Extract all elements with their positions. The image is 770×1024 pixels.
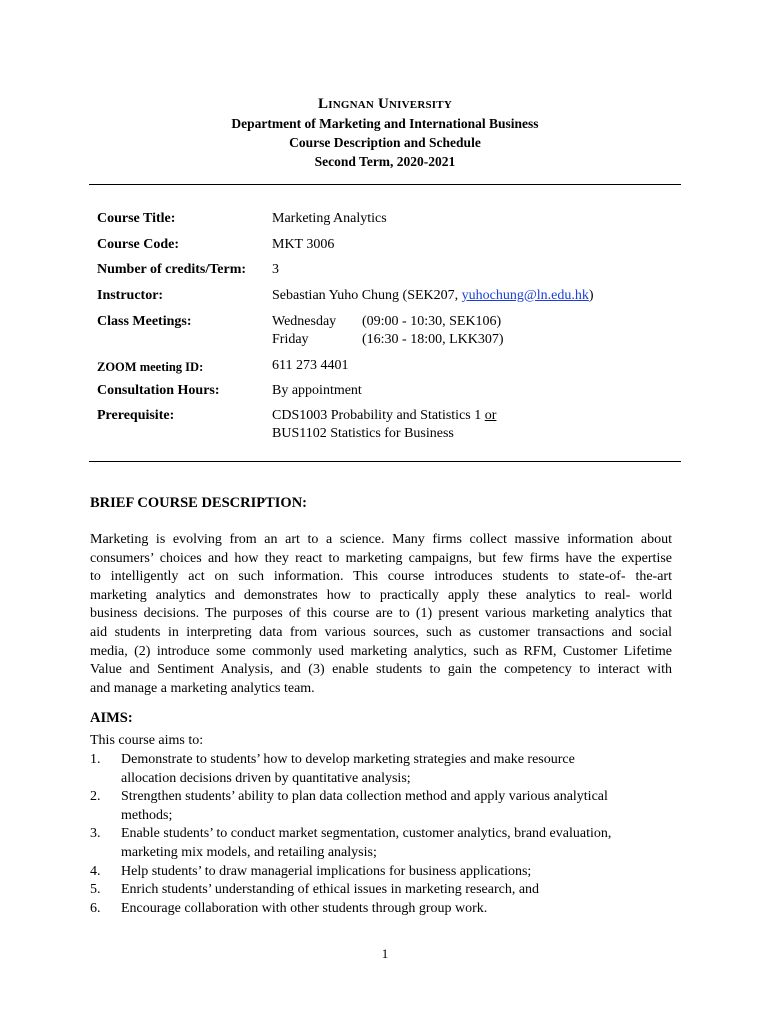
aim-number: 1. xyxy=(90,752,101,767)
aim-text: Enrich students’ understanding of ethical issues in marketing research, and xyxy=(121,882,540,898)
meeting-1 xyxy=(272,313,504,331)
aim-text: Strengthen students’ ability to plan data collection method and apply various analytical xyxy=(121,789,608,805)
department-name: Department of Marketing and International Business xyxy=(231,116,539,131)
aim-text: Encourage collaboration with other students through group work. xyxy=(121,900,488,916)
class-meetings-label: Class Meetings: xyxy=(97,314,192,329)
aim-number: 6. xyxy=(90,900,101,916)
aim-text: Demonstrate to students’ how to develop marketing strategies and make resource xyxy=(121,752,575,767)
description-line: business decisions. The purposes of this course are to (1) present various marketing analytics that xyxy=(90,606,672,622)
meeting-1-day: Wednesday xyxy=(272,314,337,329)
meeting-2-day: Friday xyxy=(272,332,309,347)
aim-text: methods; xyxy=(121,807,173,823)
aim-number: 2. xyxy=(90,789,101,805)
description-line: to intelligently act on such information. This course introduces students to state-of- the-art xyxy=(90,569,672,585)
aim-item xyxy=(90,825,670,862)
prerequisite-or: or xyxy=(484,408,497,423)
aim-text: Enable students’ to conduct market segmentation, customer analytics, brand evaluation, xyxy=(121,826,612,842)
course-title-label: Course Title: xyxy=(97,211,176,226)
prerequisite-label: Prerequisite: xyxy=(97,408,175,423)
top-divider xyxy=(89,184,681,185)
document-type: Course Description and Schedule xyxy=(289,135,481,150)
credits-value: 3 xyxy=(272,262,279,277)
description-line: marketing analytics and demonstrates how to practically apply these analytics to real- world xyxy=(90,587,672,603)
meeting-1-time: (09:00 - 10:30, SEK106) xyxy=(362,314,502,329)
meeting-2 xyxy=(272,331,504,349)
zoom-value: 611 273 4401 xyxy=(272,358,349,373)
prerequisite-line-1 xyxy=(272,407,496,425)
university-name: Lingnan University xyxy=(318,96,452,112)
description-line: media, (2) introduce some commonly used marketing analytics, such as RFM, Customer Lifetime xyxy=(90,643,672,659)
description-line: Marketing is evolving from an art to a science. Many firms collect massive information about xyxy=(90,532,672,547)
aim-item xyxy=(90,863,670,882)
description-paragraph xyxy=(90,531,672,698)
document-header xyxy=(0,95,770,171)
description-line: consumers’ choices and how they react to marketing campaigns, but few firms have the expertise xyxy=(90,550,672,566)
aim-number: 3. xyxy=(90,826,101,842)
prerequisite-value xyxy=(272,407,496,443)
aim-item xyxy=(90,788,670,825)
aim-item xyxy=(90,751,670,788)
aim-text: marketing mix models, and retailing analysis; xyxy=(121,844,377,860)
consultation-value: By appointment xyxy=(272,383,362,398)
class-meetings-value xyxy=(272,313,504,349)
aim-item xyxy=(90,900,670,919)
instructor-name: Sebastian Yuho Chung (SEK207, xyxy=(272,288,462,303)
term: Second Term, 2020-2021 xyxy=(314,154,456,169)
description-line: Value and Sentiment Analysis, and (3) enable students to gain the competency to interact with xyxy=(90,662,672,678)
meeting-2-time: (16:30 - 18:00, LKK307) xyxy=(362,332,504,347)
prerequisite-line-2: BUS1102 Statistics for Business xyxy=(272,426,454,441)
page-number: 1 xyxy=(381,946,389,961)
course-code-label: Course Code: xyxy=(97,237,180,252)
instructor-email-link[interactable]: yuhochung@ln.edu.hk xyxy=(461,288,589,303)
bottom-divider xyxy=(89,461,681,462)
aim-item xyxy=(90,881,670,900)
aims-list xyxy=(90,751,670,918)
course-title-value: Marketing Analytics xyxy=(272,211,387,226)
course-code-value: MKT 3006 xyxy=(272,237,335,252)
consultation-label: Consultation Hours: xyxy=(97,383,220,398)
description-line: aid students in interpreting data from various sources, such as customer transactions and social xyxy=(90,624,672,640)
description-line: and manage a marketing analytics team. xyxy=(90,680,315,696)
instructor-label: Instructor: xyxy=(97,288,164,303)
credits-label: Number of credits/Term: xyxy=(97,262,247,277)
zoom-label: ZOOM meeting ID: xyxy=(97,360,204,374)
aim-number: 4. xyxy=(90,863,101,879)
aim-text: allocation decisions driven by quantitative analysis; xyxy=(121,770,411,786)
description-heading: BRIEF COURSE DESCRIPTION: xyxy=(90,495,307,511)
aims-intro: This course aims to: xyxy=(90,733,204,748)
aim-number: 5. xyxy=(90,882,101,898)
aims-heading: AIMS: xyxy=(90,710,133,726)
aim-text: Help students’ to draw managerial implications for business applications; xyxy=(121,863,532,879)
instructor-value xyxy=(272,287,594,305)
prerequisite-course-1: CDS1003 Probability and Statistics 1 xyxy=(272,408,485,423)
instructor-close: ) xyxy=(588,288,594,303)
